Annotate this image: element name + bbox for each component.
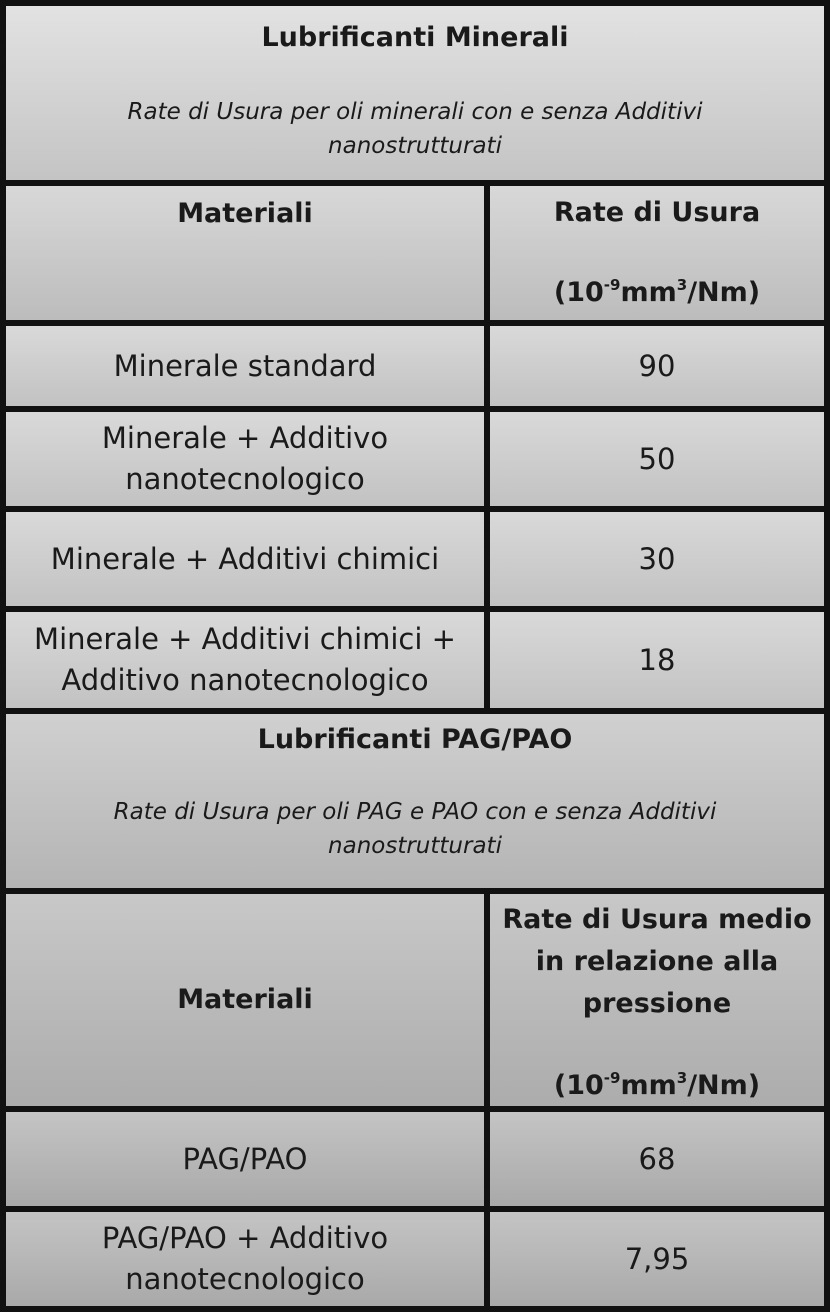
section-title: Lubrificanti PAG/PAO bbox=[257, 724, 573, 755]
section-pagpao-banner bbox=[0, 714, 830, 894]
row-material: PAG/PAO bbox=[6, 1112, 490, 1206]
header-rate-label: Rate di Usura medio in relazione alla pressione bbox=[502, 904, 812, 1019]
header-materiali: Materiali bbox=[6, 894, 490, 1106]
header-rate-unit: $(10^{-9}mm^3/Nm)$ bbox=[553, 1069, 761, 1101]
header-rate bbox=[490, 894, 824, 1106]
row-value: 30 bbox=[638, 541, 676, 576]
row-material: Minerale standard bbox=[6, 326, 490, 406]
row-material: Minerale + Additivi chimici + Additivo nanotecnologico bbox=[6, 612, 490, 708]
table-header bbox=[0, 894, 830, 1112]
section-title: Lubrificanti Minerali bbox=[261, 22, 569, 53]
table-row bbox=[0, 512, 830, 612]
row-value: 68 bbox=[638, 1141, 676, 1176]
table-row bbox=[0, 1212, 830, 1312]
row-value: 7,95 bbox=[624, 1241, 690, 1276]
row-value: 18 bbox=[638, 642, 676, 677]
row-material: Minerale + Additivi chimici bbox=[6, 512, 490, 606]
header-materiali: Materiali bbox=[6, 186, 490, 320]
table-row bbox=[0, 612, 830, 714]
table-row bbox=[0, 326, 830, 412]
row-value: 90 bbox=[638, 348, 676, 383]
row-material: Minerale + Additivo nanotecnologico bbox=[6, 412, 490, 506]
table-row bbox=[0, 412, 830, 512]
section-subtitle: Rate di Usura per oli PAG e PAO con e senza Additivi nanostrutturati bbox=[113, 799, 717, 859]
section-minerali-banner bbox=[0, 0, 830, 186]
row-value: 50 bbox=[638, 441, 676, 476]
header-rate bbox=[490, 186, 824, 320]
table-row bbox=[0, 1112, 830, 1212]
section-subtitle: Rate di Usura per oli minerali con e senza Additivi nanostrutturati bbox=[127, 99, 703, 159]
header-rate-unit: $(10^{-9}mm^3/Nm)$ bbox=[553, 276, 761, 308]
row-material: PAG/PAO + Additivo nanotecnologico bbox=[6, 1212, 490, 1306]
header-rate-label: Rate di Usura bbox=[553, 197, 761, 228]
table-header bbox=[0, 186, 830, 326]
